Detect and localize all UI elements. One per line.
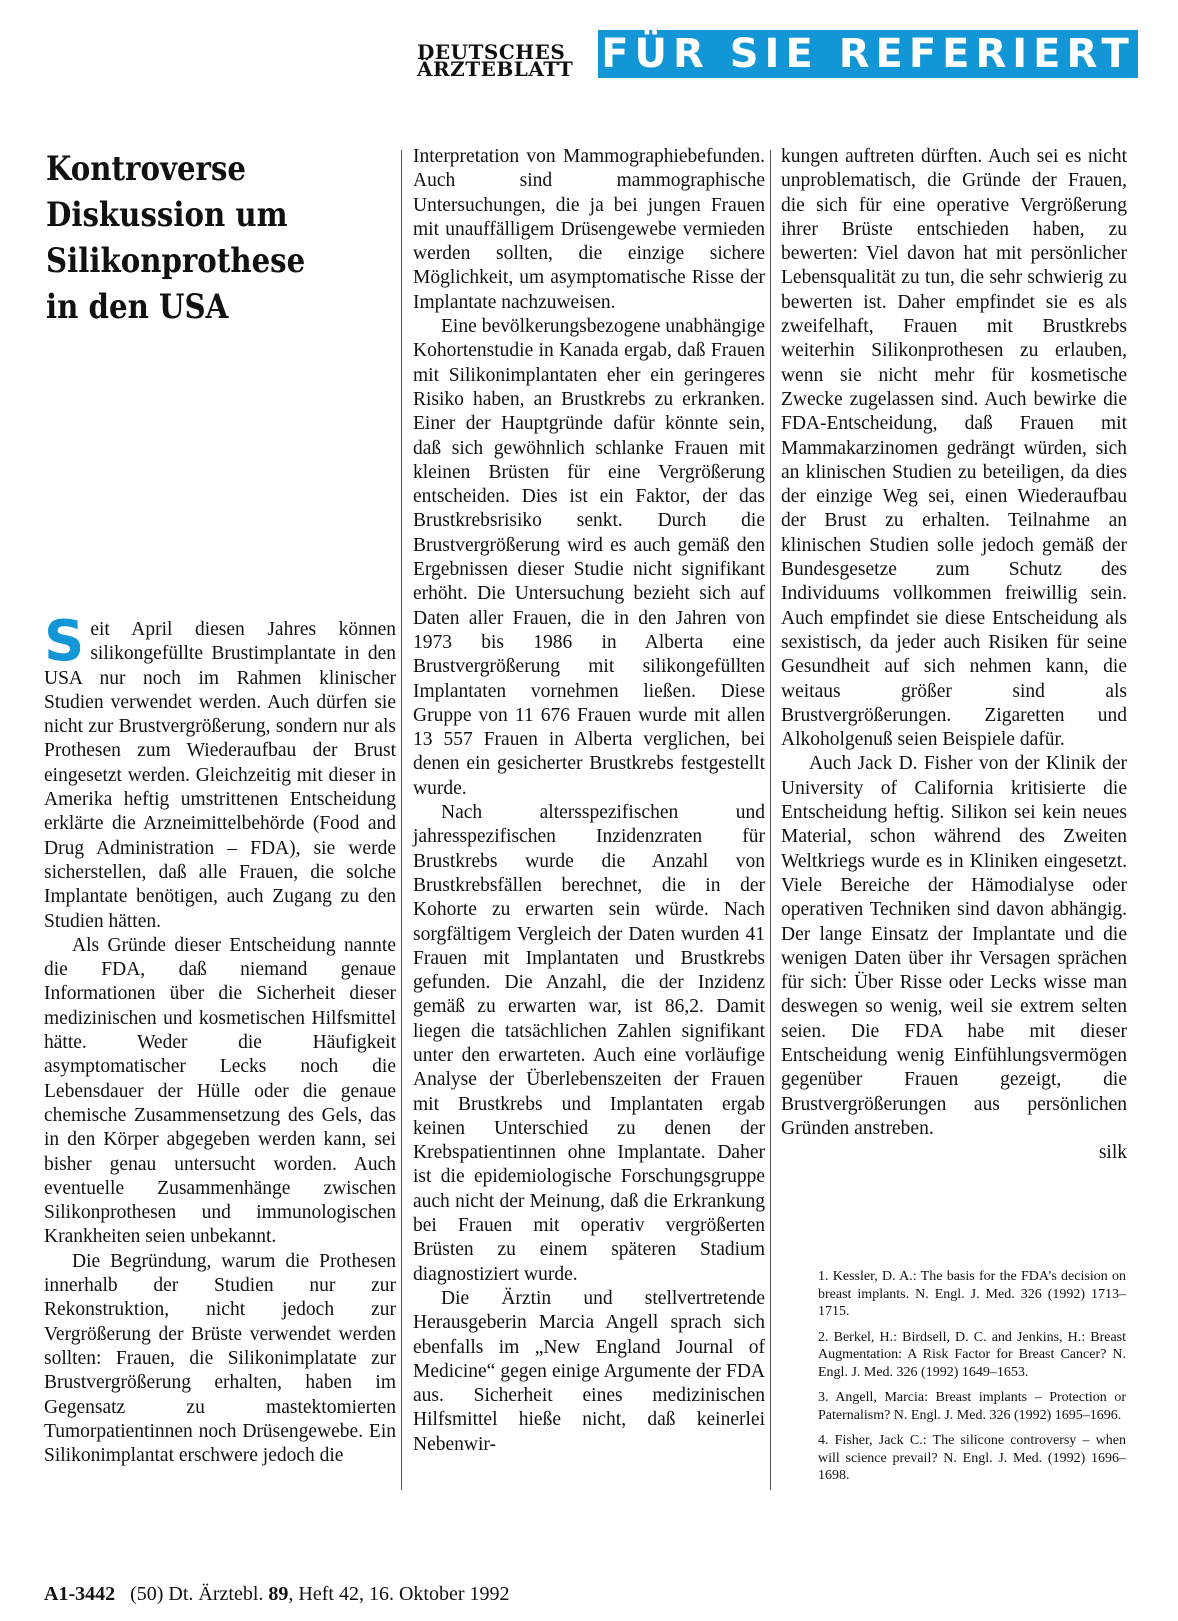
reference-item: 2. Berkel, H.: Birdsell, D. C. and Jenkins, H.: Breast Augmentation: A Risk Factor for Breast Cancer? N. Engl. J. Med. 326 (1992) 1649–1653.: [818, 1329, 1126, 1380]
paragraph: [44, 609, 396, 934]
page-footer: [44, 1582, 744, 1606]
drop-cap: S: [44, 609, 85, 674]
paragraph: Interpretation von Mammographiebefunden. Auch sind mammographische Untersuchungen, die ja bei jungen Frauen mit unauffälligem Drüsengewebe vermieden werden sollten, die einzige sichere Möglichkeit, um asymptomatische Risse der Implantate nachzuweisen.: [413, 146, 765, 313]
article-column-1: [44, 609, 396, 1468]
article-column-2: [413, 145, 765, 1457]
page-id: A1-3442: [44, 1583, 116, 1605]
reference-item: 1. Kessler, D. A.: The basis for the FDA’s decision on breast implants. N. Engl. J. Med. 326 (1992) 1713–1715.: [818, 1269, 1126, 1319]
citation-suffix: , Heft 42, 16. Oktober 1992: [288, 1583, 510, 1605]
publication-name-line2: ÄRZTEBLATT: [417, 57, 574, 81]
article-headline: Kontroverse Diskussion um Silikonprothese in den USA: [46, 149, 306, 327]
volume-number: 89: [268, 1583, 289, 1605]
paragraph: Nach altersspezifischen und jahresspezifischen Inzidenzraten für Brustkrebs wurde die Anzahl von Brustkrebsfällen berechnet, die in der Kohorte zu erwarten sein würde. Nach sorgfältigem Vergleich der Daten wurden 41 Frauen mit Implantaten und Brustkrebs gefunden. Die Anzahl, die der Inzidenz gemäß zu erwarten war, ist 86,2. Damit liegen die tatsächlichen Zahlen signifikant unter den erwarteten. Auch eine vorläufige Analyse der Überlebenszeiten der Frauen mit Brustkrebs und Implantaten ergab keinen Unterschied zu denen der Krebspatientinnen ohne Implantate. Daher ist die epidemiologische Forschungsgruppe auch nicht der Meinung, daß die Erkrankung bei Frauen mit operativ vergrößerten Brüsten zu einem späteren Stadium diagnostiziert wurde.: [413, 802, 765, 1285]
column-divider: [770, 150, 771, 1490]
paragraph: Als Gründe dieser Entscheidung nannte die FDA, daß niemand genaue Informationen über die Sicherheit dieser medizinischen und kosmetischen Hilfsmittel hätte. Weder die Häufigkeit asymptomatischer Lecks noch die Lebensdauer der Hülle oder die genaue chemische Zusammensetzung des Gels, das in den Körper abgegeben werden kann, sei bisher genau untersucht worden. Auch eventuelle Zusammenhänge zwischen Silikonprothesen und immunologischen Krankheiten seien unbekannt.: [44, 934, 396, 1248]
section-banner: FÜR SIE REFERIERT: [598, 30, 1138, 78]
references-list: [818, 1268, 1126, 1493]
paragraph-text: eit April diesen Jahres können silikongefüllte Brustimplantate in den USA nur noch im Rahmen klinischer Studien verwendet werden. Auch dürfen sie nicht zur Brustvergrößerung, sondern nur als Prothesen zum Wiederaufbau der Brust eingesetzt werden. Gleichzeitig mit dieser in Amerika heftig umstrittenen Entscheidung erklärte die Arzneimittelbehörde (Food and Drug Administration – FDA), sie werde sicherstellen, daß alle Frauen, die solche Implantate benötigen, auch Zugang zu den Studien hätten.: [44, 619, 396, 932]
publication-name-line1: DEUTSCHES: [417, 40, 566, 64]
reference-item: 4. Fisher, Jack C.: The silicone controversy – when will science prevail? N. Engl. J. Med. (1992) 1696–1698.: [818, 1433, 1126, 1483]
paragraph: Die Begründung, warum die Prothesen innerhalb der Studien nur zur Rekonstruktion, nicht jedoch zur Vergrößerung der Brüste verwendet werden sollten: Frauen, die Silikonimplatate zur Brustvergrößerung erhalten, haben im Gegensatz zu mastektomierten Tumorpatientinnen noch Drüsengewebe. Ein Silikonimplantat erschwere jedoch die: [44, 1250, 396, 1467]
paragraph: Auch Jack D. Fisher von der Klinik der University of California kritisierte die Entscheidung heftig. Silikon sei kein neues Material, schon während des Zweiten Weltkriegs wurde es in Kliniken eingesetzt. Viele Bereiche der Hämodialyse oder operativen Techniken sind davon abhängig. Der lange Einsatz der Implantate und die wenigen Daten über ihr Versagen sprächen für sich: Über Risse oder Lecks wisse man deswegen so wenig, weil sie extrem selten seien. Die FDA habe mit dieser Entscheidung wenig Einfühlungsvermögen gegenüber Frauen gezeigt, die Brustvergrößerungen aus persönlichen Gründen anstreben.: [781, 753, 1127, 1139]
column-divider: [401, 150, 402, 1490]
article-column-3: [781, 145, 1127, 1165]
publication-logo: [417, 40, 582, 81]
paragraph: Die Ärztin und stellvertretende Herausgeberin Marcia Angell sprach sich ebenfalls im „New England Journal of Medicine“ gegen einige Argumente der FDA aus. Sicherheit eines medizinischen Hilfsmittel hieße nicht, daß keinerlei Nebenwir-: [413, 1287, 765, 1455]
paragraph: kungen auftreten dürften. Auch sei es nicht unproblematisch, die Gründe der Frauen, die sich für eine operative Vergrößerung ihrer Brüste entschieden haben, zu bewerten: Viel davon hat mit persönlicher Lebensqualität zu tun, die sehr schwierig zu bewerten ist. Daher empfindet sie es als zweifelhaft, Frauen mit Brustkrebs weiterhin Silikonprothesen zu erlauben, wenn sie nicht mehr für kosmetische Zwecke zugelassen sind. Auch bewirke die FDA-Entscheidung, daß Frauen mit Mammakarzinomen gedrängt würden, sich an klinischen Studien zu beteiligen, da dies der einzige Weg sei, einen Wiederaufbau der Brust zu erhalten. Teilnahme an klinischen Studien solle jedoch gemäß der Bundesgesetze zum Schutz des Individuums vollkommen freiwillig sein. Auch empfindet sie diese Entscheidung als sexistisch, da jeder auch Risiken für seine Gesundheit auf sich nehmen kann, die weitaus größer sind als Brustvergrößerungen. Zigaretten und Alkoholgenuß seien Beispiele dafür.: [781, 146, 1127, 751]
citation-prefix: (50) Dt. Ärztebl.: [130, 1583, 264, 1605]
paragraph: Eine bevölkerungsbezogene unabhängige Kohortenstudie in Kanada ergab, daß Frauen mit Silikonimplantaten eher ein geringeres Risiko haben, an Brustkrebs zu erkranken. Einer der Hauptgründe dafür könnte sein, daß sich gewöhnlich schlanke Frauen mit kleinen Brüsten für eine Vergrößerung entscheiden. Dies ist ein Faktor, der das Brustkrebsrisiko senkt. Durch die Brustvergrößerung wird es auch gemäß den Ergebnissen dieser Studie nicht signifikant erhöht. Die Untersuchung bezieht sich auf Daten aller Frauen, die in den Jahren von 1973 bis 1986 in Alberta eine Brustvergrößerung mit silikongefüllten Implantaten vornehmen ließen. Diese Gruppe von 11 676 Frauen wurde mit allen 13 557 Frauen in Alberta verglichen, bei denen ein gesicherter Brustkrebs festgestellt wurde.: [413, 316, 765, 799]
reference-item: 3. Angell, Marcia: Breast implants – Protection or Paternalism? N. Engl. J. Med. 326 (1992) 1695–1696.: [818, 1390, 1126, 1423]
author-signature: silk: [1098, 1142, 1127, 1164]
